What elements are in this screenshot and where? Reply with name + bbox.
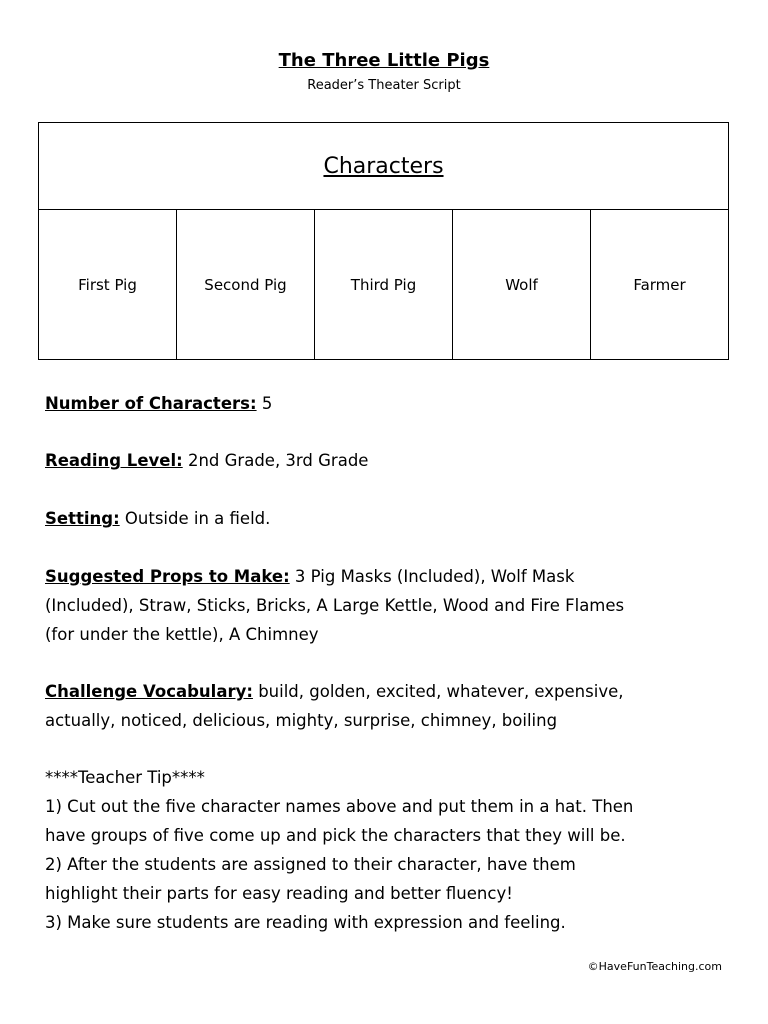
page-title: The Three Little Pigs: [278, 50, 490, 71]
props-line-2: (Included), Straw, Sticks, Bricks, A Large Kettle, Wood and Fire Flames: [45, 596, 625, 615]
setting: [45, 504, 735, 533]
props-label: Suggested Props to Make:: [45, 567, 290, 586]
suggested-props: [45, 562, 735, 649]
teacher-tip: [45, 763, 735, 937]
reading-level-value: 2nd Grade, 3rd Grade: [182, 451, 369, 470]
setting-label: Setting:: [45, 509, 120, 528]
number-of-characters: [45, 389, 735, 418]
characters-row: [39, 210, 728, 359]
number-of-characters-value: 5: [256, 394, 273, 413]
number-of-characters-label: Number of Characters:: [45, 394, 257, 413]
reading-level: [45, 446, 735, 475]
teacher-tip-line-5: 3) Make sure students are reading with expression and feeling.: [45, 913, 566, 932]
teacher-tip-line-3: 2) After the students are assigned to their character, have them: [45, 855, 576, 874]
page-subtitle: Reader’s Theater Script: [307, 78, 461, 93]
vocabulary-line-1: build, golden, excited, whatever, expensive,: [252, 682, 624, 701]
character-cell-first-pig: First Pig: [39, 210, 177, 359]
teacher-tip-heading: ****Teacher Tip****: [45, 768, 205, 787]
vocabulary-line: [45, 677, 735, 706]
reading-level-label: Reading Level:: [45, 451, 183, 470]
teacher-tip-line-1: 1) Cut out the five character names above and put them in a hat. Then: [45, 797, 634, 816]
props-line-3: (for under the kettle), A Chimney: [45, 625, 319, 644]
props-line-1: 3 Pig Masks (Included), Wolf Mask: [289, 567, 575, 586]
teacher-tip-line-4: highlight their parts for easy reading and better fluency!: [45, 884, 513, 903]
teacher-tip-line-2: have groups of five come up and pick the characters that they will be.: [45, 826, 626, 845]
character-cell-wolf: Wolf: [453, 210, 591, 359]
character-cell-third-pig: Third Pig: [315, 210, 453, 359]
characters-table: [38, 122, 729, 360]
challenge-vocabulary: [45, 677, 735, 735]
copyright-footer: ©HaveFunTeaching.com: [587, 960, 722, 973]
characters-heading: Characters: [39, 123, 728, 210]
character-cell-farmer: Farmer: [633, 275, 686, 294]
character-cell-second-pig: Second Pig: [177, 210, 315, 359]
vocabulary-label: Challenge Vocabulary:: [45, 682, 253, 701]
setting-value: Outside in a field.: [119, 509, 271, 528]
vocabulary-line-2: actually, noticed, delicious, mighty, surprise, chimney, boiling: [45, 711, 558, 730]
props-line: [45, 562, 735, 591]
